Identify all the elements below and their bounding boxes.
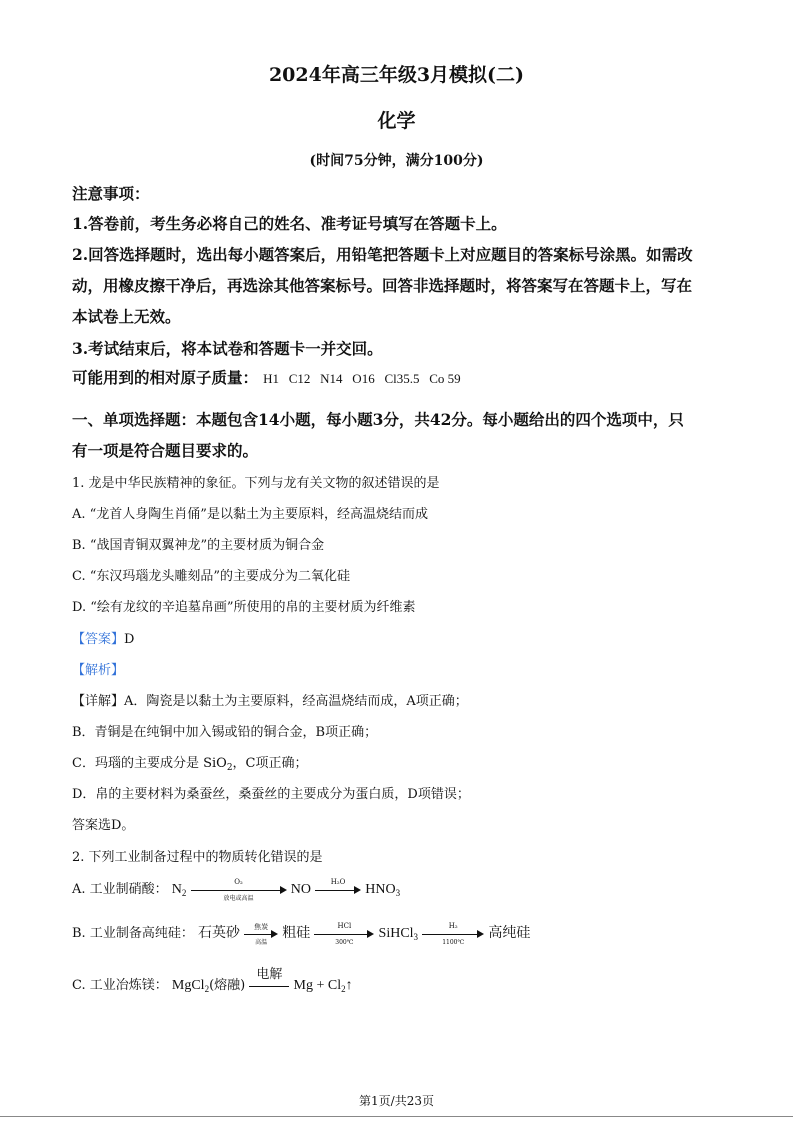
detail-tag: 【详解】 xyxy=(72,694,125,709)
q2-b-product-text: SiHCl xyxy=(378,926,414,941)
analysis-tag: 【解析】 xyxy=(72,663,125,678)
subject-title: 化学 xyxy=(377,110,416,132)
q1-option-a: A. “龙首人身陶生肖俑”是以黏土为主要原料，经高温烧结而成 xyxy=(72,507,428,522)
reaction-arrow-icon xyxy=(244,922,278,946)
q2-a-mid: NO xyxy=(290,882,311,897)
q1-detail-b: B．青铜是在纯铜中加入锡或铅的铜合金，B项正确； xyxy=(72,725,378,740)
q2-c-reactant-text: MgCl xyxy=(171,978,205,993)
notice-item-2-line-2: 动，用橡皮擦干净后，再选涂其他答案标号。回答非选择题时，将答案写在答题卡上，写在 xyxy=(72,276,693,295)
gas-arrow-icon: ↑ xyxy=(345,978,353,993)
q2-c-product-sub: 2 xyxy=(341,984,346,994)
page-bottom-rule xyxy=(0,1116,793,1117)
q2-b-start: 石英砂 xyxy=(197,925,240,941)
q2-option-c xyxy=(72,966,353,994)
q1-detail-d: D．帛的主要材料为桑蚕丝，桑蚕丝的主要成分为蛋白质，D项错误； xyxy=(72,787,470,802)
q1-conclusion: 答案选D。 xyxy=(72,818,135,833)
detail-c-subscript: 2 xyxy=(226,763,233,773)
answer-value: D xyxy=(124,632,135,647)
reaction-arrow-icon xyxy=(315,877,361,898)
q2-a-product xyxy=(365,882,400,897)
q2-option-a xyxy=(72,877,401,902)
q2-a-reactant-sub: 2 xyxy=(181,888,187,898)
notice-heading: 注意事项： xyxy=(72,184,150,203)
q2-option-b xyxy=(72,921,531,946)
q2-c-reactant-sub: 2 xyxy=(204,984,210,994)
q1-stem: 1. 龙是中华民族精神的象征。下列与龙有关文物的叙述错误的是 xyxy=(72,476,440,491)
q2-a-product-sub: 3 xyxy=(395,888,401,898)
notice-item-3: 3.考试结束后，将本试卷和答题卡一并交回。 xyxy=(72,339,383,358)
atomic-mass-label: 可能用到的相对原子质量： xyxy=(72,368,259,387)
q2-option-c-label: C. 工业冶炼镁： xyxy=(72,978,168,993)
q2-c-products xyxy=(294,978,353,993)
q2-c-condition: 电解 xyxy=(256,966,283,982)
notice-item-2-line-3: 本试卷上无效。 xyxy=(72,307,181,326)
atomic-mass-line xyxy=(72,366,461,388)
q2-option-b-label: B. 工业制备高纯硅： xyxy=(72,926,194,941)
q2-b-arrow0-top: 焦炭 xyxy=(254,922,269,931)
q1-option-c: C. “东汉玛瑙龙头雕刻品”的主要成分为二氧化硅 xyxy=(72,569,351,584)
q2-a-arrow1-bottom: 放电或高温 xyxy=(223,894,254,902)
atomic-mass-values: H1 C12 N14 O16 Cl35.5 Co 59 xyxy=(263,371,461,386)
q2-b-arrow1-top: HCl xyxy=(337,921,352,930)
q2-b-product-sub: 3 xyxy=(413,932,419,942)
time-info: (时间75分钟，满分100分) xyxy=(309,153,484,169)
reaction-arrow-icon xyxy=(314,921,374,946)
q2-b-arrow2-bottom: 1100℃ xyxy=(442,938,465,946)
q2-option-a-label: A. 工业制硝酸： xyxy=(72,882,168,897)
reaction-line-icon xyxy=(249,966,289,994)
reaction-arrow-icon xyxy=(422,921,484,946)
detail-a-text: A．陶瓷是以黏土为主要原料，经高温烧结而成，A项正确； xyxy=(124,694,468,709)
page-number: 第1页/共23页 xyxy=(359,1094,434,1108)
q1-detail-a xyxy=(72,690,468,709)
q2-a-arrow2-top: H₂O xyxy=(330,877,346,886)
q2-b-product xyxy=(379,926,419,941)
q2-stem: 2. 下列工业制备过程中的物质转化错误的是 xyxy=(72,850,323,865)
answer-tag: 【答案】 xyxy=(72,632,125,647)
q1-answer xyxy=(72,628,134,647)
q2-b-mid: 粗硅 xyxy=(282,925,311,941)
q2-a-product-text: HNO xyxy=(365,882,396,897)
q2-c-product-text: Mg + Cl xyxy=(293,978,342,993)
section-1-line-2: 有一项是符合题目要求的。 xyxy=(72,441,259,460)
q2-b-arrow2-top: H₂ xyxy=(448,921,458,930)
notice-item-2-line-1: 2.回答选择题时，选出每小题答案后，用铅笔把答题卡上对应题目的答案标号涂黑。如需改 xyxy=(72,245,693,264)
section-1-line-1: 一、单项选择题：本题包含14小题，每小题3分，共42分。每小题给出的四个选项中，只 xyxy=(72,410,684,429)
detail-c-text-end: ，C项正确； xyxy=(232,756,308,771)
q1-detail-c xyxy=(72,752,308,773)
q2-a-reactant xyxy=(172,882,187,897)
detail-c-text: C．玛瑙的主要成分是 SiO xyxy=(72,756,227,771)
exam-title: 2024年高三年级3月模拟(二) xyxy=(268,64,525,86)
q2-c-reactant xyxy=(172,978,209,993)
reaction-arrow-icon xyxy=(191,877,287,902)
q2-b-arrow0-bottom: 高温 xyxy=(255,938,268,946)
notice-item-1: 1.答卷前，考生务必将自己的姓名、准考证号填写在答题卡上。 xyxy=(72,214,507,233)
q1-option-d: D. “绘有龙纹的辛追墓帛画”所使用的帛的主要材质为纤维素 xyxy=(72,600,416,615)
q2-b-arrow1-bottom: 300℃ xyxy=(335,938,354,946)
q2-a-arrow1-top: O₂ xyxy=(234,877,243,886)
q2-c-state: (熔融) xyxy=(209,978,246,993)
q2-b-end: 高纯硅 xyxy=(488,925,531,941)
q2-a-reactant-text: N xyxy=(171,882,182,897)
q1-option-b: B. “战国青铜双翼神龙”的主要材质为铜合金 xyxy=(72,538,325,553)
